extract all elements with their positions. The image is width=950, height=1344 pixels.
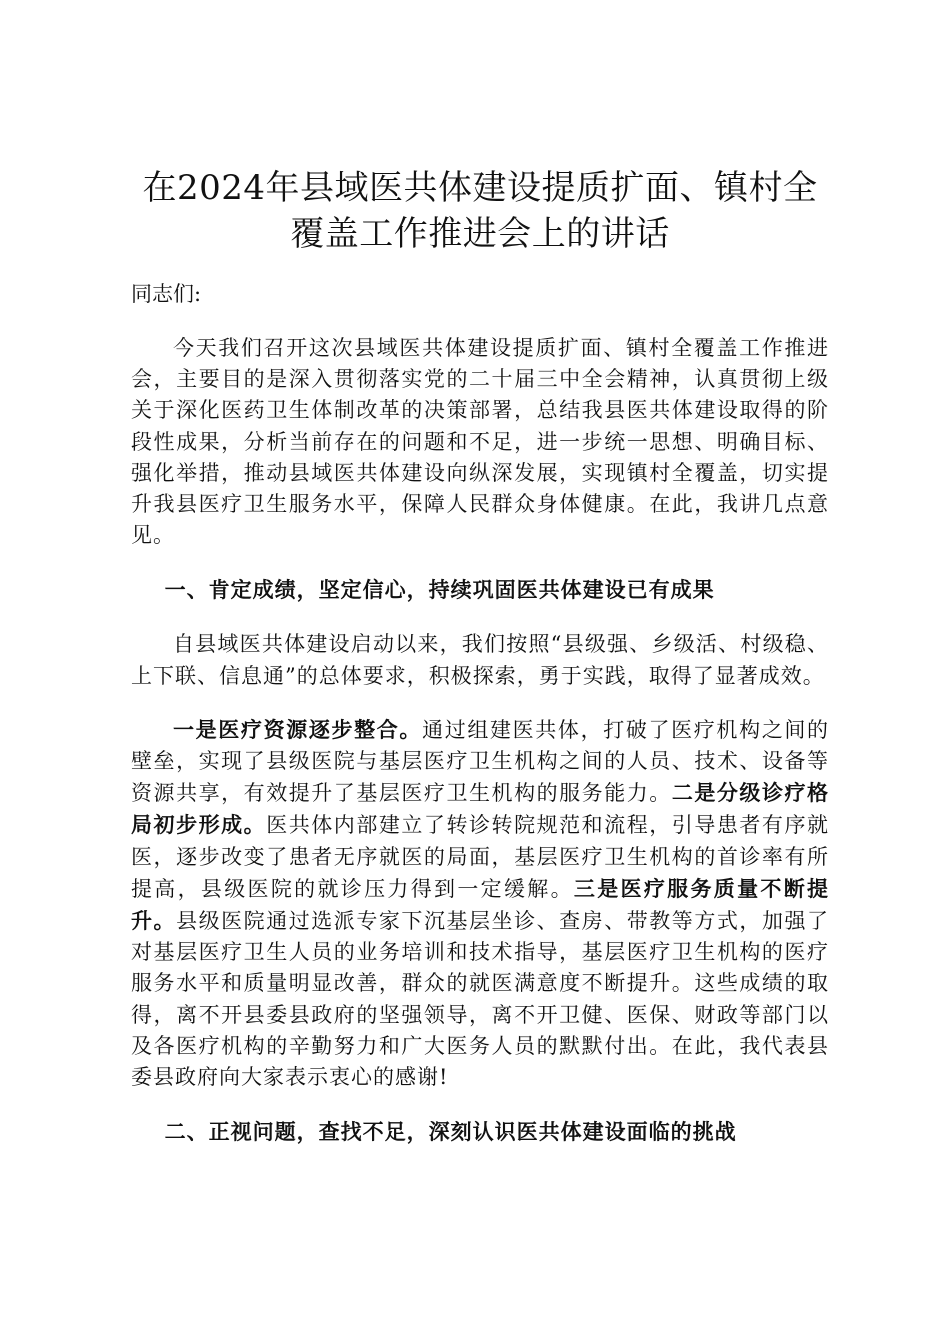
point-2-text: 医共体内部建立了转诊转院规范和流程，引导患者有序就医，逐步改变了患者无序就医的局面，基层医疗卫生机构的首诊率有所提高，县级医院的就诊压力得到一定缓解。 bbox=[131, 813, 830, 901]
point-1-text: 通过组建医共体，打破了医疗机构之间的壁垒，实现了县级医院与基层医疗卫生机构之间的人员、技术、设备等资源共享，有效提升了基层医疗卫生机构的服务能力。 bbox=[131, 717, 830, 806]
document-title bbox=[131, 165, 829, 257]
point-3-text: 县级医院通过选派专家下沉基层坐诊、查房、带教等方式，加强了对基层医疗卫生人员的业务培训和技术指导，基层医疗卫生机构的医疗服务水平和质量明显改善，群众的就医满意度不断提升。这些成绩的取得，离不开县委县政府的坚强领导，离不开卫健、医保、财政等部门以及各医疗机构的辛勤努力和广大医务人员的默默付出。在此，我代表县委县政府向大家表示衷心的感谢! bbox=[131, 909, 830, 1090]
section-1-heading: 一、肯定成绩，坚定信心，持续巩固医共体建设已有成果 bbox=[164, 577, 715, 603]
point-3-lead: 三是医疗服务质量不断提升。 bbox=[131, 875, 830, 934]
title-line-2: 覆盖工作推进会上的讲话 bbox=[290, 214, 670, 254]
section-2-heading: 二、正视问题，查找不足，深刻认识医共体建设面临的挑战 bbox=[164, 1119, 737, 1145]
achievements-paragraph bbox=[131, 714, 829, 1093]
intro-paragraph: 今天我们召开这次县域医共体建设提质扩面、镇村全覆盖工作推进会，主要目的是深入贯彻落实党的二十届三中全会精神，认真贯彻上级关于深化医药卫生体制改革的决策部署，总结我县医共体建设取得的阶段性成果，分析当前存在的问题和不足，进一步统一思想、明确目标、强化举措，推动县域医共体建设向纵深发展，实现镇村全覆盖，切实提升我县医疗卫生服务水平，保障人民群众身体健康。在此，我讲几点意见。 bbox=[131, 336, 829, 548]
title-line-1: 在2024年县域医共体建设提质扩面、镇村全 bbox=[142, 168, 818, 208]
salutation: 同志们: bbox=[131, 282, 202, 306]
document-page bbox=[131, 165, 829, 1149]
point-1-lead: 一是医疗资源逐步整合。 bbox=[173, 716, 423, 742]
point-2-lead: 二是分级诊疗格局初步形成。 bbox=[131, 780, 830, 838]
section-1-intro-paragraph: 自县域医共体建设启动以来，我们按照“县级强、乡级活、村级稳、上下联、信息通”的总体要求，积极探索，勇于实践，取得了显著成效。 bbox=[131, 632, 829, 688]
